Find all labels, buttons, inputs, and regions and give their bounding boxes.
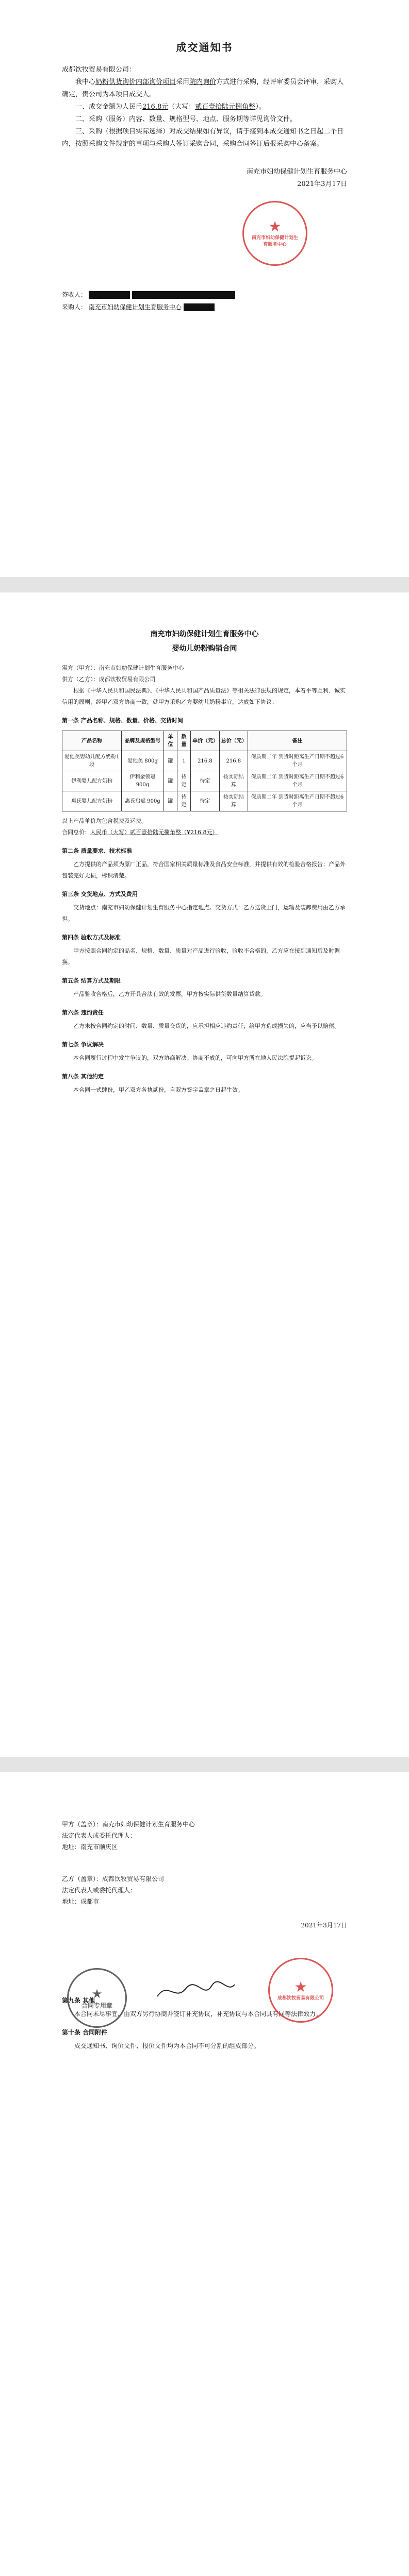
contract-sec-2-body: 乙方提供的产品须为原厂正品，符合国家相关质量标准及食品安全标准，并提供有效的检验合格报告；产品外包装完好无损，标识清楚。 <box>62 861 346 879</box>
notice-date: 2021年3月17日 <box>297 180 347 188</box>
col-header: 单价（元） <box>191 731 219 751</box>
table-row <box>62 771 347 791</box>
table-cell: 待定 <box>191 791 219 811</box>
table-cell: 保质期二年 到货时距离生产日期不超过6个月 <box>248 791 347 811</box>
contract-sec-8: 第八条 其他约定 <box>62 1073 104 1080</box>
sig-sec-9: 第九条 其他 <box>62 1997 95 2004</box>
table-cell: 保质期二年 到货时距离生产日期不超过6个月 <box>248 751 347 771</box>
contract-sec-7: 第七条 争议解决 <box>62 1041 104 1048</box>
table-cell: 罐 <box>163 751 177 771</box>
contract-page <box>0 592 409 1757</box>
contract-sec-2: 第二条 质量要求、技术标准 <box>62 848 132 854</box>
notice-addressee: 成都饮牧贸易有限公司： <box>62 66 136 74</box>
contract-sec-3-body: 交货地点：南充市妇幼保健计划生育服务中心指定地点。交货方式：乙方送货上门，运输及装卸费用由乙方承担。 <box>62 904 346 922</box>
contract-sec-8-body: 本合同一式肆份，甲乙双方各执贰份，自双方签字盖章之日起生效。 <box>73 1087 243 1093</box>
contract-total: 合同总价：人民币（大写）贰百壹拾陆元捌角整（¥216.8元） <box>62 829 218 836</box>
contract-intro: 根据《中华人民共和国民法典》、《中华人民共和国产品质量法》等相关法律法规的规定，本着平等互利、诚实信用的原则，经甲乙双方协商一致，就甲方采购乙方婴幼儿奶粉事宜，达成如下协议： <box>62 687 346 705</box>
notice-title: 成交通知书 <box>176 41 233 54</box>
party-a-address: 地址：南充市顺庆区 <box>62 1843 118 1851</box>
notice-org: 南充市妇幼保健计划生育服务中心 <box>246 168 347 176</box>
contract-sec-4: 第四条 验收方式及标准 <box>62 934 121 941</box>
handwritten-signature <box>155 1978 237 2004</box>
contract-sec-6: 第六条 违约责任 <box>62 1009 104 1016</box>
table-cell: 爱他美 800g <box>122 751 164 771</box>
notice-body: 我中心奶粉供货询价内部询价项目采用院内询价方式进行采购，经评审委员会评审，采购人确定，贵公司为本项目成交人。 <box>62 78 344 98</box>
contract-dark-seal: ★ 合同专用章 <box>67 1968 127 2028</box>
sign-date: 2021年3月17日 <box>301 1922 347 1929</box>
signature-page <box>0 1772 409 2576</box>
party-a-rep: 法定代表人或委托代理人： <box>62 1832 137 1839</box>
table-note: 以上产品单价均包含税费及运费。 <box>62 818 147 824</box>
center-seal: ★ 南充市妇幼保健计划生育服务中心 <box>242 201 307 266</box>
company-seal: ★ 成都饮牧贸易有限公司 <box>268 1958 333 2023</box>
table-row <box>62 751 347 771</box>
contract-sec-1: 第一条 产品名称、规格、数量、价格、交货时间 <box>62 717 183 724</box>
col-header: 品牌及规格型号 <box>122 731 164 751</box>
table-cell: 待定 <box>177 791 190 811</box>
table-cell: 保质期二年 到货时距离生产日期不超过6个月 <box>248 771 347 791</box>
award-amount-upper: 贰百壹拾陆元捌角整 <box>195 103 256 111</box>
table-cell: 爱他美婴幼儿配方奶粉1段 <box>62 751 122 771</box>
table-cell: 按实际结算 <box>219 791 248 811</box>
notice-item-2: 二、采购（服务）内容、数量、规格型号、地点、服务期等详见询价文件。 <box>75 115 297 123</box>
sig-sec-9-body: 本合同未尽事宜，由双方另行协商并签订补充协议，补充协议与本合同具有同等法律效力。 <box>74 2010 322 2018</box>
table-row <box>62 791 347 811</box>
notice-redacted-area <box>62 289 347 313</box>
party-b-sign-label: 乙方（盖章）：成都饮牧贸易有限公司 <box>62 1875 165 1883</box>
party-a-sign-label: 甲方（盖章）：南充市妇幼保健计划生育服务中心 <box>62 1821 195 1828</box>
col-header: 总价（元） <box>219 731 248 751</box>
party-b-address: 地址：成都市 <box>62 1898 100 1905</box>
table-cell: 罐 <box>163 771 177 791</box>
notice-content <box>62 41 347 191</box>
project-name: 奶粉供货询价内部询价项目 <box>95 78 176 86</box>
col-header: 数量 <box>177 731 190 751</box>
notice-page <box>0 0 409 577</box>
redact-line-2: 采购人： 南充市妇幼保健计划生育服务中心 <box>62 301 347 313</box>
table-cell: 伊利金领冠 900g <box>122 771 164 791</box>
redact-line-1: 签收人： <box>62 289 347 301</box>
contract-title: 婴幼儿奶粉购销合同 <box>172 645 237 653</box>
procurement-method: 院内询价 <box>189 78 217 86</box>
sig-sec-10: 第十条 合同附件 <box>62 2029 108 2036</box>
table-header-row <box>62 731 347 751</box>
product-table <box>62 731 347 811</box>
contract-sec-7-body: 本合同履行过程中发生争议的，双方协商解决；协商不成的，可向甲方所在地人民法院提起诉讼。 <box>73 1055 317 1061</box>
party-a: 需方（甲方）：南充市妇幼保健计划生育服务中心 <box>62 665 184 671</box>
table-cell: 待定 <box>177 771 190 791</box>
table-cell: 惠氏婴儿配方奶粉 <box>62 791 122 811</box>
col-header: 单位 <box>163 731 177 751</box>
sig-sec-10-body: 成交通知书、询价文件、报价文件均为本合同不可分割的组成部分。 <box>74 2042 260 2049</box>
notice-item-1: 一、成交金额为人民币216.8元（大写：贰百壹拾陆元捌角整）。 <box>75 103 266 111</box>
col-header: 备注 <box>248 731 347 751</box>
table-cell: 1 <box>177 751 190 771</box>
table-cell: 惠氏启赋 900g <box>122 791 164 811</box>
redaction-bar <box>132 291 235 299</box>
redaction-bar <box>184 303 215 311</box>
contract-sec-6-body: 乙方未按合同约定的时间、数量、质量交货的，应承担相应违约责任；给甲方造成损失的，应当予以赔偿。 <box>73 1023 340 1029</box>
table-cell: 伊利婴儿配方奶粉 <box>62 771 122 791</box>
notice-item-3: 三、采购（根据项目实际选择）对成交结果如有异议，请于接到本成交通知书之日起二个日内，按照采购文件规定的事项与采购人签订采购合同，采购合同签订后报采购中心备案。 <box>62 128 344 148</box>
table-cell: 216.8 <box>219 751 248 771</box>
contract-content <box>62 629 347 1096</box>
contract-sec-5-body: 产品验收合格后，乙方开具合法有效的发票，甲方按实际供货数量结算货款。 <box>73 991 266 997</box>
party-b: 供方（乙方）：成都饮牧贸易有限公司 <box>62 676 156 683</box>
award-amount: 216.8元 <box>142 103 169 111</box>
col-header: 产品名称 <box>62 731 122 751</box>
contract-sec-4-body: 甲方按照合同约定的品名、规格、数量、质量对产品进行验收，验收不合格的，乙方应在接到通知后及时调换。 <box>62 947 340 965</box>
contract-sec-3: 第三条 交货地点、方式及费用 <box>62 891 138 897</box>
redaction-bar <box>89 291 130 299</box>
contract-sec-5: 第五条 结算方式及期限 <box>62 977 121 984</box>
table-cell: 待定 <box>191 771 219 791</box>
table-cell: 216.8 <box>191 751 219 771</box>
table-cell: 罐 <box>163 791 177 811</box>
contract-org-title: 南充市妇幼保健计划生育服务中心 <box>150 630 259 638</box>
table-cell: 按实际结算 <box>219 771 248 791</box>
party-b-rep: 法定代表人或委托代理人： <box>62 1887 137 1894</box>
